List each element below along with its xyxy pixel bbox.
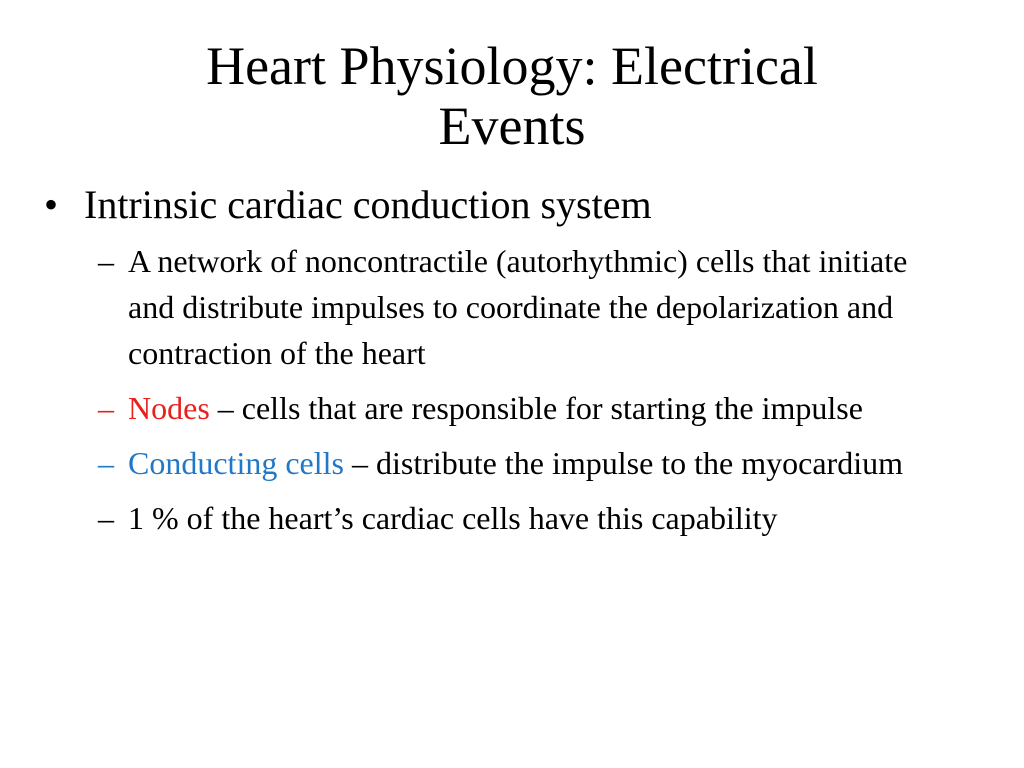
sub-bullet-text: 1 % of the heart’s cardiac cells have this capability bbox=[128, 500, 778, 536]
sub-bullet-text: – distribute the impulse to the myocardium bbox=[343, 445, 903, 481]
slide-title bbox=[60, 36, 964, 156]
main-bullet-text: Intrinsic cardiac conduction system bbox=[84, 182, 652, 227]
sub-bullet-capability bbox=[42, 495, 958, 541]
slide-content bbox=[42, 180, 1002, 550]
sub-bullet-marker: – bbox=[98, 445, 114, 481]
sub-bullet-conducting-cells bbox=[42, 440, 958, 486]
term-nodes: Nodes bbox=[128, 390, 210, 426]
sub-bullet-marker: – bbox=[98, 243, 114, 279]
main-bullet bbox=[42, 180, 1002, 230]
sub-bullet-marker: – bbox=[98, 500, 114, 536]
sub-bullet-text: – cells that are responsible for starting the impulse bbox=[209, 390, 863, 426]
title-line-2: Events bbox=[438, 96, 586, 156]
sub-bullet-text: A network of noncontractile (autorhythmic) cells that initiate and distribute impulses to coordinate the depolarization and contraction of the heart bbox=[128, 243, 908, 371]
term-conducting-cells: Conducting cells bbox=[128, 445, 344, 481]
bullet-marker: • bbox=[44, 182, 59, 227]
title-line-1: Heart Physiology: Electrical bbox=[206, 36, 818, 96]
sub-bullet-nodes bbox=[42, 385, 958, 431]
sub-bullet-marker: – bbox=[98, 390, 114, 426]
sub-bullet-network bbox=[42, 238, 958, 376]
